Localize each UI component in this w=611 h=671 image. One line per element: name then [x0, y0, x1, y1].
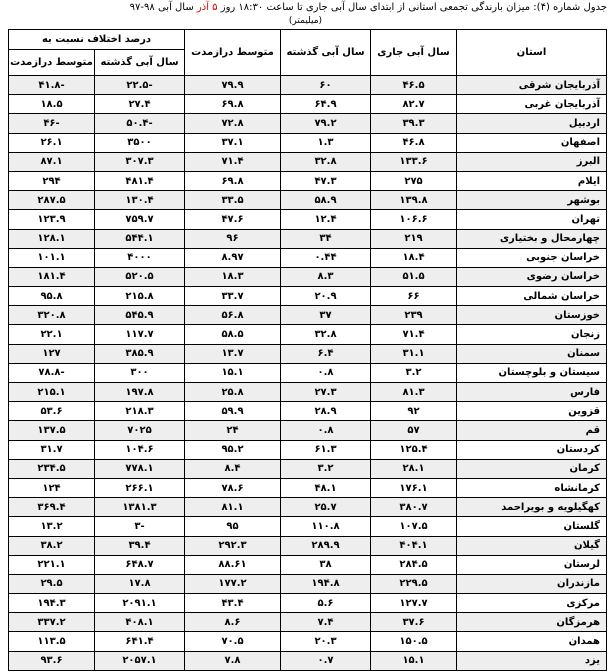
last-year-cell: ۳۲.۸ — [281, 152, 371, 171]
current-year-cell: ۱۲۷.۷ — [371, 594, 457, 613]
last-year-cell: ۷۹.۲ — [281, 114, 371, 133]
long-term-cell: ۸.۹۷ — [185, 248, 281, 267]
diff-last-year-cell: ۲۰۵۷.۱ — [95, 651, 185, 670]
diff-long-term-cell: ۱۲۴ — [9, 478, 95, 497]
long-term-cell: ۳۳.۷ — [185, 287, 281, 306]
diff-last-year-cell: ۳۰۰ — [95, 363, 185, 382]
diff-long-term-cell: ۲۹۴ — [9, 171, 95, 190]
table-row — [9, 210, 607, 229]
table-body — [9, 76, 607, 671]
province-cell: آذربایجان غربی — [457, 95, 607, 114]
table-row — [9, 555, 607, 574]
current-year-cell: ۱۳۳.۶ — [371, 152, 457, 171]
last-year-cell: ۷.۴ — [281, 613, 371, 632]
header-current-year: سال آبی جاری — [371, 30, 457, 76]
table-row — [9, 248, 607, 267]
last-year-cell: ۱۱۰.۸ — [281, 517, 371, 536]
diff-last-year-cell: ۳۰۷.۳ — [95, 152, 185, 171]
diff-last-year-cell: ۲۶۶.۱ — [95, 478, 185, 497]
last-year-cell: ۲۰.۹ — [281, 287, 371, 306]
diff-last-year-cell: ۵۴۵.۹ — [95, 306, 185, 325]
last-year-cell: ۲۷.۳ — [281, 383, 371, 402]
province-cell: کردستان — [457, 440, 607, 459]
last-year-cell: ۵.۶ — [281, 594, 371, 613]
table-row — [9, 421, 607, 440]
current-year-cell: ۳۸۰.۷ — [371, 498, 457, 517]
long-term-cell: ۱۳.۷ — [185, 344, 281, 363]
long-term-cell: ۴۳.۴ — [185, 594, 281, 613]
current-year-cell: ۸۲.۷ — [371, 95, 457, 114]
current-year-cell: ۷۱.۴ — [371, 325, 457, 344]
long-term-cell: ۵۶.۸ — [185, 306, 281, 325]
last-year-cell: ۶۰ — [281, 76, 371, 95]
long-term-cell: ۷۹.۹ — [185, 76, 281, 95]
diff-long-term-cell: ۳۶۹.۴ — [9, 498, 95, 517]
diff-last-year-cell: -۵۰.۴ — [95, 114, 185, 133]
province-cell: اصفهان — [457, 133, 607, 152]
diff-last-year-cell: ۲۷.۴ — [95, 95, 185, 114]
diff-long-term-cell: ۳۱.۷ — [9, 440, 95, 459]
long-term-cell: ۱۸.۳ — [185, 267, 281, 286]
current-year-cell: ۳.۲ — [371, 363, 457, 382]
last-year-cell: ۲۰.۳ — [281, 632, 371, 651]
table-row — [9, 287, 607, 306]
diff-long-term-cell: ۹۳.۶ — [9, 651, 95, 670]
long-term-cell: ۳۷.۱ — [185, 133, 281, 152]
province-cell: زنجان — [457, 325, 607, 344]
header-last-year: سال آبی گذشته — [281, 30, 371, 76]
last-year-cell: ۲۸.۹ — [281, 402, 371, 421]
table-row — [9, 114, 607, 133]
long-term-cell: ۲۵.۸ — [185, 383, 281, 402]
table-row — [9, 133, 607, 152]
province-cell: قم — [457, 421, 607, 440]
diff-long-term-cell: ۲۱۵.۱ — [9, 383, 95, 402]
table-row — [9, 440, 607, 459]
unit-label: (میلیمتر) — [288, 16, 323, 26]
province-cell: فارس — [457, 383, 607, 402]
long-term-cell: ۹۶ — [185, 229, 281, 248]
table-row — [9, 267, 607, 286]
long-term-cell: ۶۹.۸ — [185, 171, 281, 190]
diff-last-year-cell: ۷۷۸.۱ — [95, 459, 185, 478]
long-term-cell: ۲۹۲.۳ — [185, 536, 281, 555]
last-year-cell: ۳.۲ — [281, 459, 371, 478]
table-row — [9, 363, 607, 382]
diff-last-year-cell: ۶۴۱.۴ — [95, 632, 185, 651]
diff-last-year-cell: ۴۰۸.۱ — [95, 613, 185, 632]
diff-long-term-cell: ۵۳.۶ — [9, 402, 95, 421]
table-row — [9, 191, 607, 210]
table-row — [9, 613, 607, 632]
province-cell: گلستان — [457, 517, 607, 536]
diff-last-year-cell: ۱۹۷.۸ — [95, 383, 185, 402]
diff-long-term-cell: ۱۰۱.۱ — [9, 248, 95, 267]
diff-long-term-cell: ۲۹.۵ — [9, 574, 95, 593]
diff-last-year-cell: ۱۷.۸ — [95, 574, 185, 593]
table-row — [9, 344, 607, 363]
table-row — [9, 459, 607, 478]
last-year-cell: ۳۲.۸ — [281, 325, 371, 344]
diff-last-year-cell: ۳۹.۴ — [95, 536, 185, 555]
province-cell: هرمزگان — [457, 613, 607, 632]
table-row — [9, 95, 607, 114]
table-row — [9, 651, 607, 670]
diff-last-year-cell: -۲۲.۵ — [95, 76, 185, 95]
last-year-cell: ۴۷.۳ — [281, 171, 371, 190]
table-row — [9, 306, 607, 325]
long-term-cell: ۱۷۷.۲ — [185, 574, 281, 593]
last-year-cell: ۰.۸ — [281, 421, 371, 440]
province-cell: تهران — [457, 210, 607, 229]
province-cell: کرمان — [457, 459, 607, 478]
diff-long-term-cell: -۴۶ — [9, 114, 95, 133]
diff-long-term-cell: ۳۳۷.۲ — [9, 613, 95, 632]
long-term-cell: ۷۰.۵ — [185, 632, 281, 651]
table-row — [9, 229, 607, 248]
table-row — [9, 325, 607, 344]
current-year-cell: ۱۵۰.۵ — [371, 632, 457, 651]
last-year-cell: ۶۴.۹ — [281, 95, 371, 114]
current-year-cell: ۵۷ — [371, 421, 457, 440]
table-row — [9, 536, 607, 555]
diff-last-year-cell: ۳۵۰۰ — [95, 133, 185, 152]
province-cell: قزوین — [457, 402, 607, 421]
diff-last-year-cell: ۴۸۱.۴ — [95, 171, 185, 190]
diff-last-year-cell: ۶۴۸.۷ — [95, 555, 185, 574]
long-term-cell: ۸۸.۶۱ — [185, 555, 281, 574]
diff-long-term-cell: ۱۲۷ — [9, 344, 95, 363]
long-term-cell: ۵۸.۵ — [185, 325, 281, 344]
province-cell: اردبیل — [457, 114, 607, 133]
long-term-cell: ۶۹.۸ — [185, 95, 281, 114]
long-term-cell: ۴۷.۶ — [185, 210, 281, 229]
header-diff-group: درصد اختلاف نسبت به — [9, 30, 185, 50]
province-cell: گیلان — [457, 536, 607, 555]
diff-long-term-cell: ۹۵.۸ — [9, 287, 95, 306]
diff-last-year-cell: ۱۱۷.۷ — [95, 325, 185, 344]
table-caption — [0, 2, 607, 14]
province-cell: مرکزی — [457, 594, 607, 613]
table-row — [9, 594, 607, 613]
province-cell: بوشهر — [457, 191, 607, 210]
current-year-cell: ۴۶.۸ — [371, 133, 457, 152]
province-cell: خراسان رضوی — [457, 267, 607, 286]
province-cell: مازندران — [457, 574, 607, 593]
current-year-cell: ۲۱۹ — [371, 229, 457, 248]
diff-last-year-cell: ۱۰۴.۶ — [95, 440, 185, 459]
diff-long-term-cell: ۱۲۳.۹ — [9, 210, 95, 229]
diff-long-term-cell: ۱۱۳.۵ — [9, 632, 95, 651]
header-long-term: متوسط درازمدت — [185, 30, 281, 76]
diff-long-term-cell: -۷۸.۸ — [9, 363, 95, 382]
diff-long-term-cell: ۲۲۱.۱ — [9, 555, 95, 574]
table-row — [9, 574, 607, 593]
diff-long-term-cell: ۲۶.۱ — [9, 133, 95, 152]
long-term-cell: ۷۸.۶ — [185, 478, 281, 497]
diff-last-year-cell: ۵۲۰.۵ — [95, 267, 185, 286]
current-year-cell: ۳۷.۶ — [371, 613, 457, 632]
last-year-cell: ۸.۳ — [281, 267, 371, 286]
long-term-cell: ۹۵.۲ — [185, 440, 281, 459]
diff-long-term-cell: ۲۸۷.۵ — [9, 191, 95, 210]
diff-long-term-cell: ۲۲.۱ — [9, 325, 95, 344]
diff-last-year-cell: ۱۳۰.۴ — [95, 191, 185, 210]
province-cell: چهارمحال و بختیاری — [457, 229, 607, 248]
long-term-cell: ۲۴ — [185, 421, 281, 440]
last-year-cell: ۱۹۴.۸ — [281, 574, 371, 593]
current-year-cell: ۳۹.۳ — [371, 114, 457, 133]
current-year-cell: ۱۲۵.۴ — [371, 440, 457, 459]
diff-last-year-cell: ۲۱۵.۸ — [95, 287, 185, 306]
header-province: استان — [457, 30, 607, 76]
last-year-cell: ۶۱.۳ — [281, 440, 371, 459]
long-term-cell: ۷۱.۴ — [185, 152, 281, 171]
long-term-cell: ۵۹.۹ — [185, 402, 281, 421]
header-diff-last-year: سال آبی گذشته — [95, 50, 185, 76]
current-year-cell: ۱۳۹.۸ — [371, 191, 457, 210]
diff-long-term-cell: ۱۸.۵ — [9, 95, 95, 114]
long-term-cell: ۷۲.۸ — [185, 114, 281, 133]
current-year-cell: ۵۱.۵ — [371, 267, 457, 286]
table-row — [9, 383, 607, 402]
province-cell: سیستان و بلوچستان — [457, 363, 607, 382]
caption-prefix: جدول شماره (۴): میزان بارندگی تجمعی استانی از ابتدای سال آبی جاری تا ساعت ۱۸:۳۰ روز — [220, 2, 607, 13]
current-year-cell: ۱۵.۱ — [371, 651, 457, 670]
province-cell: ایلام — [457, 171, 607, 190]
current-year-cell: ۴۶.۵ — [371, 76, 457, 95]
diff-long-term-cell: -۴۱.۸ — [9, 76, 95, 95]
long-term-cell: ۸.۶ — [185, 613, 281, 632]
long-term-cell: ۹۵ — [185, 517, 281, 536]
caption-day: ۵ آذر — [196, 2, 218, 13]
diff-long-term-cell: ۳۸.۲ — [9, 536, 95, 555]
table-row — [9, 76, 607, 95]
diff-last-year-cell: ۲۱۸.۳ — [95, 402, 185, 421]
diff-long-term-cell: ۱۳۷.۵ — [9, 421, 95, 440]
diff-long-term-cell: ۲۳۴.۵ — [9, 459, 95, 478]
current-year-cell: ۱۰۶.۶ — [371, 210, 457, 229]
last-year-cell: ۰.۴۴ — [281, 248, 371, 267]
last-year-cell: ۶.۴ — [281, 344, 371, 363]
long-term-cell: ۸۱.۱ — [185, 498, 281, 517]
last-year-cell: ۵۸.۹ — [281, 191, 371, 210]
province-cell: همدان — [457, 632, 607, 651]
current-year-cell: ۱۷۶.۱ — [371, 478, 457, 497]
diff-last-year-cell: ۷۰۲۵ — [95, 421, 185, 440]
long-term-cell: ۳۳.۵ — [185, 191, 281, 210]
table-row — [9, 152, 607, 171]
table-row — [9, 632, 607, 651]
last-year-cell: ۳۸ — [281, 555, 371, 574]
current-year-cell: ۲۳۹ — [371, 306, 457, 325]
province-cell: کهگیلویه و بویراحمد — [457, 498, 607, 517]
province-cell: یزد — [457, 651, 607, 670]
rainfall-table — [8, 29, 607, 671]
diff-last-year-cell: ۱۳۸۱.۳ — [95, 498, 185, 517]
table-row — [9, 171, 607, 190]
current-year-cell: ۲۷۵ — [371, 171, 457, 190]
current-year-cell: ۶۶ — [371, 287, 457, 306]
province-cell: سمنان — [457, 344, 607, 363]
last-year-cell: ۲۸۹.۹ — [281, 536, 371, 555]
province-cell: البرز — [457, 152, 607, 171]
current-year-cell: ۱۸.۴ — [371, 248, 457, 267]
diff-long-term-cell: ۸۷.۱ — [9, 152, 95, 171]
last-year-cell: ۱۲.۴ — [281, 210, 371, 229]
current-year-cell: ۲۸۴.۵ — [371, 555, 457, 574]
diff-last-year-cell: ۷۵۹.۷ — [95, 210, 185, 229]
diff-last-year-cell: ۵۴۴.۱ — [95, 229, 185, 248]
province-cell: خراسان شمالی — [457, 287, 607, 306]
last-year-cell: ۲۵.۷ — [281, 498, 371, 517]
current-year-cell: ۲۸.۱ — [371, 459, 457, 478]
long-term-cell: ۱۵.۱ — [185, 363, 281, 382]
table-row — [9, 498, 607, 517]
table-row — [9, 402, 607, 421]
province-cell: کرمانشاه — [457, 478, 607, 497]
diff-long-term-cell: ۳۲۰.۸ — [9, 306, 95, 325]
caption-suffix: سال آبی ۹۸-۹۷ — [129, 2, 194, 13]
long-term-cell: ۷.۸ — [185, 651, 281, 670]
diff-last-year-cell: ۴۰۰۰ — [95, 248, 185, 267]
diff-last-year-cell: ۲۰۹۱.۱ — [95, 594, 185, 613]
diff-long-term-cell: ۱۹۴.۳ — [9, 594, 95, 613]
header-diff-long-term: متوسط درازمدت — [9, 50, 95, 76]
province-cell: خوزستان — [457, 306, 607, 325]
last-year-cell: ۰.۸ — [281, 363, 371, 382]
diff-long-term-cell: ۱۸۱.۴ — [9, 267, 95, 286]
current-year-cell: ۳۱.۱ — [371, 344, 457, 363]
current-year-cell: ۱۰۷.۵ — [371, 517, 457, 536]
current-year-cell: ۹۲ — [371, 402, 457, 421]
table-row — [9, 517, 607, 536]
diff-long-term-cell: ۱۲۸.۱ — [9, 229, 95, 248]
current-year-cell: ۲۲۹.۵ — [371, 574, 457, 593]
last-year-cell: ۳۴ — [281, 229, 371, 248]
table-row — [9, 478, 607, 497]
last-year-cell: ۳۷ — [281, 306, 371, 325]
current-year-cell: ۴۰۴.۱ — [371, 536, 457, 555]
long-term-cell: ۸.۴ — [185, 459, 281, 478]
last-year-cell: ۰.۷ — [281, 651, 371, 670]
last-year-cell: ۱.۳ — [281, 133, 371, 152]
province-cell: خراسان جنوبی — [457, 248, 607, 267]
province-cell: آذربایجان شرقی — [457, 76, 607, 95]
last-year-cell: ۴۸.۱ — [281, 478, 371, 497]
diff-last-year-cell: ۳۸۵.۹ — [95, 344, 185, 363]
diff-last-year-cell: -۳ — [95, 517, 185, 536]
current-year-cell: ۸۱.۳ — [371, 383, 457, 402]
diff-long-term-cell: ۱۳.۲ — [9, 517, 95, 536]
province-cell: لرستان — [457, 555, 607, 574]
